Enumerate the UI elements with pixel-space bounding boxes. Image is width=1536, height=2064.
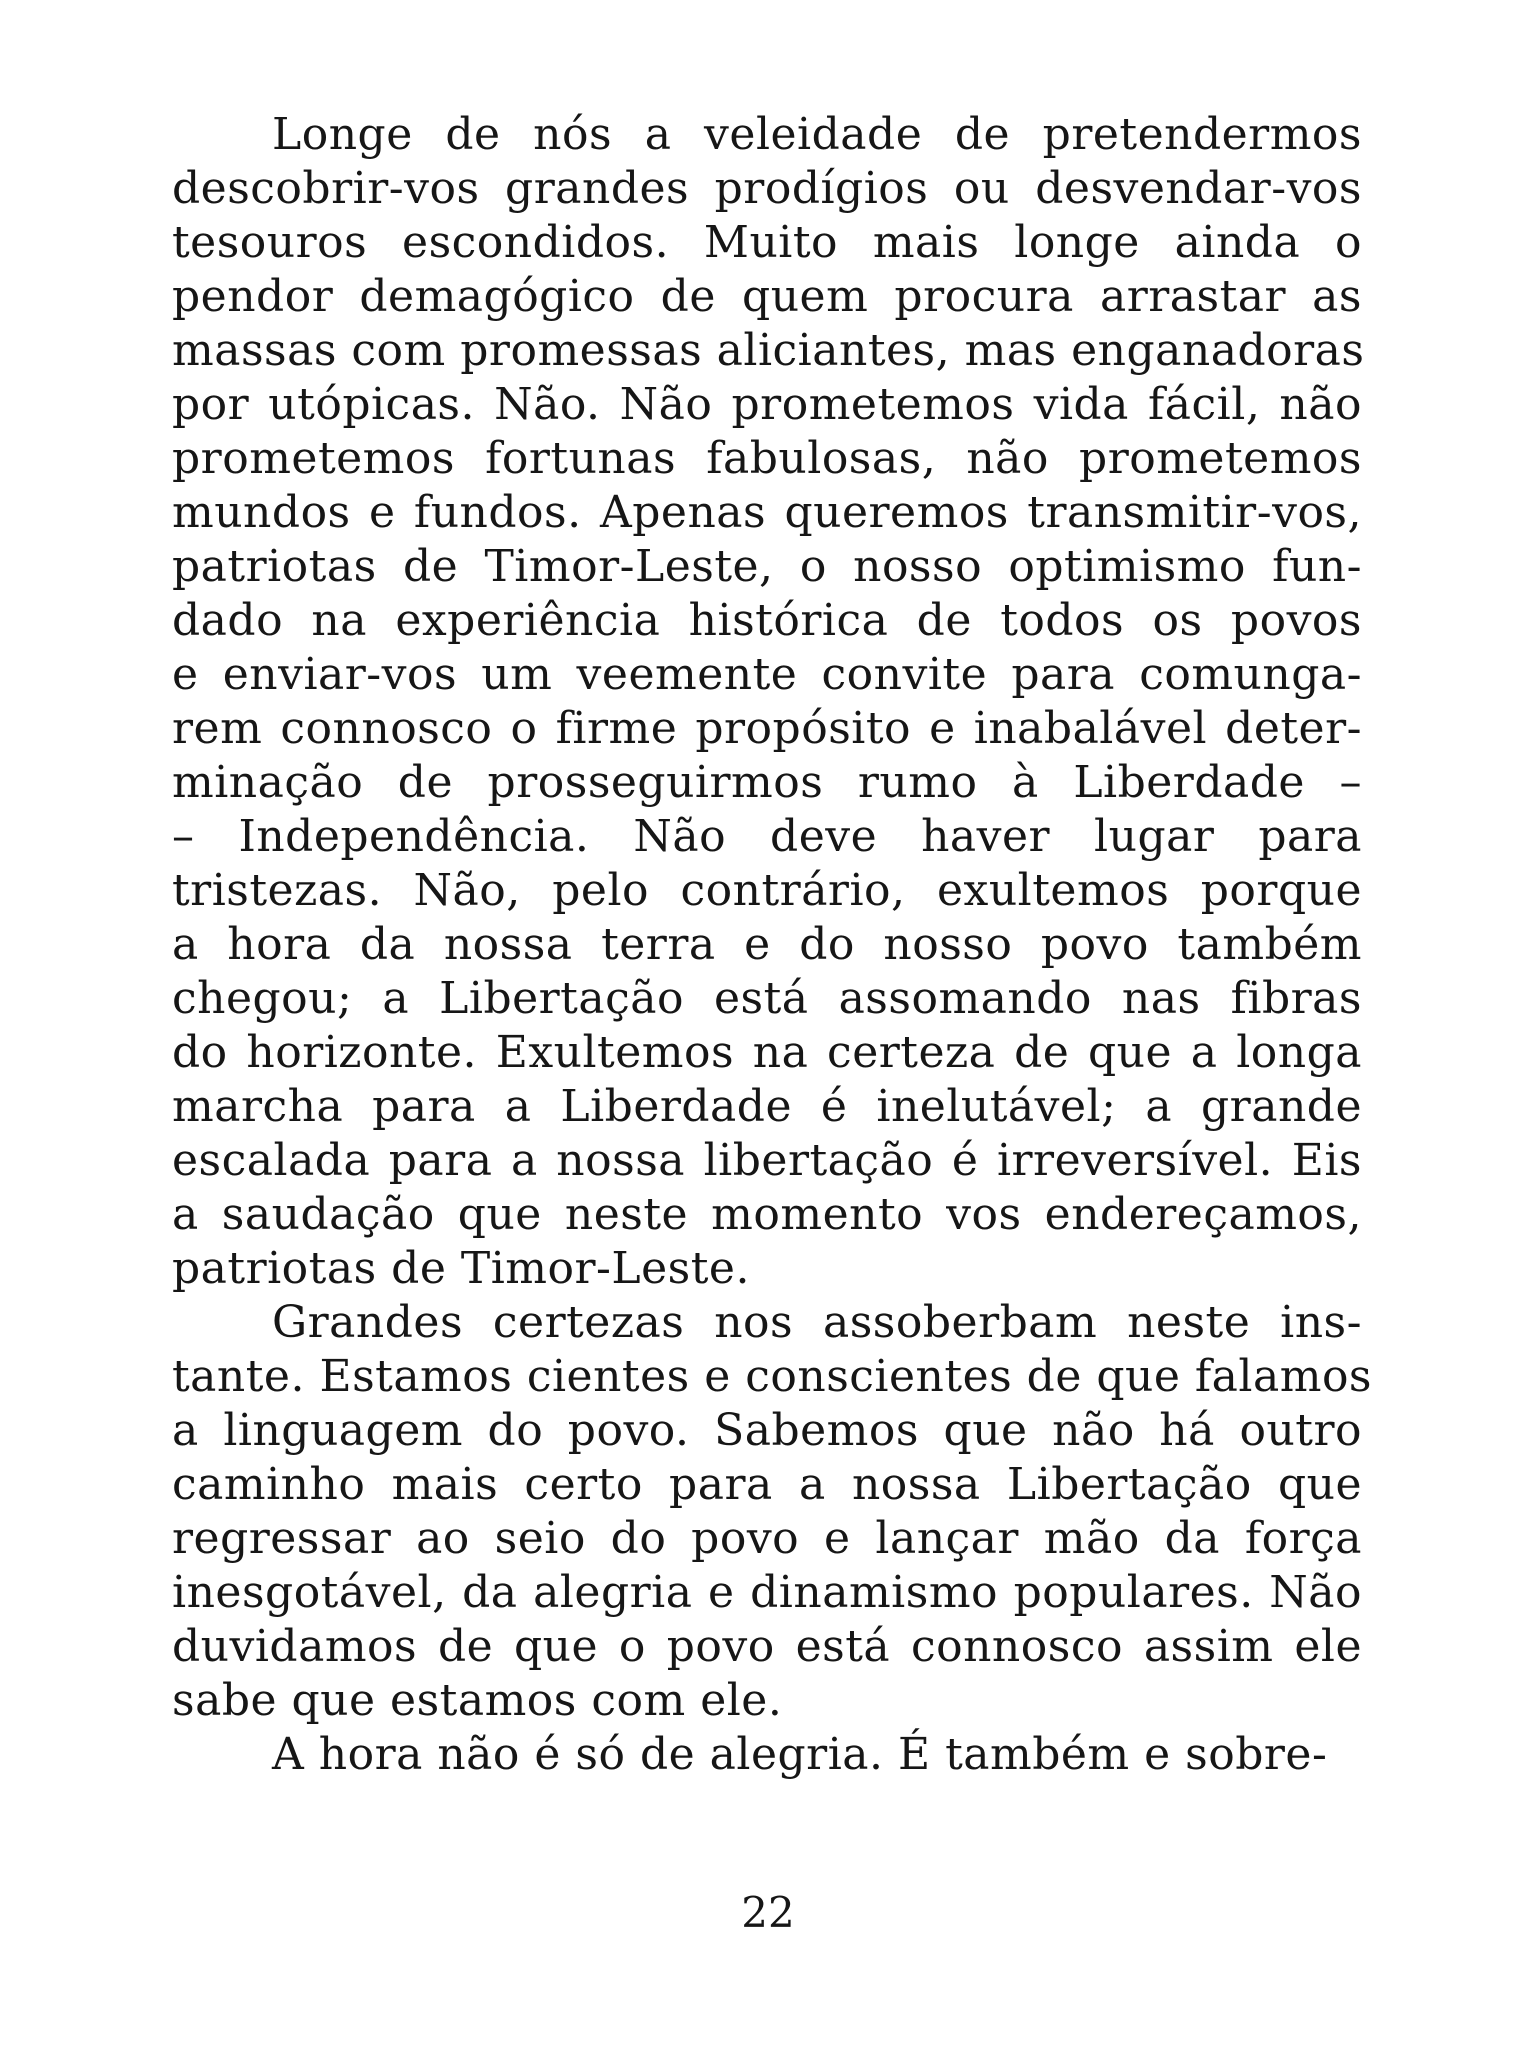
- paragraph-2-line-4: caminho mais certo para a nossa Libertação que: [172, 1459, 1362, 1510]
- paragraph-1-line-7: prometemos fortunas fabulosas, não prometemos: [172, 433, 1362, 484]
- paragraph-1-line-18: do horizonte. Exultemos na certeza de que a longa: [172, 1027, 1362, 1078]
- paragraph-1-line-4: pendor demagógico de quem procura arrastar as: [172, 271, 1362, 322]
- paragraph-1-line-13: minação de prosseguirmos rumo à Liberdade –: [172, 757, 1362, 808]
- paragraph-1-line-19: marcha para a Liberdade é inelutável; a grande: [172, 1081, 1362, 1132]
- paragraph-1-line-6: por utópicas. Não. Não prometemos vida fácil, não: [172, 379, 1362, 430]
- paragraph-1-line-11: e enviar-vos um veemente convite para comunga-: [172, 649, 1362, 700]
- paragraph-1-line-22: patriotas de Timor-Leste.: [172, 1243, 750, 1294]
- paragraph-1-line-14: – Independência. Não deve haver lugar para: [172, 811, 1362, 862]
- paragraph-2-line-3: a linguagem do povo. Sabemos que não há outro: [172, 1405, 1362, 1456]
- paragraph-1-line-2: descobrir-vos grandes prodígios ou desvendar-vos: [172, 163, 1362, 214]
- paragraph-2-line-7: duvidamos de que o povo está connosco assim ele: [172, 1621, 1362, 1672]
- paragraph-1-line-3: tesouros escondidos. Muito mais longe ainda o: [172, 217, 1362, 268]
- paragraph-1-line-16: a hora da nossa terra e do nosso povo também: [172, 919, 1362, 970]
- paragraph-1-line-12: rem connosco o firme propósito e inabalável deter-: [172, 703, 1362, 754]
- paragraph-3-line-1: A hora não é só de alegria. É também e sobre-: [272, 1729, 1328, 1780]
- paragraph-1-line-9: patriotas de Timor-Leste, o nosso optimismo fun-: [172, 541, 1362, 592]
- paragraph-1-line-20: escalada para a nossa libertação é irreversível. Eis: [172, 1135, 1362, 1186]
- paragraph-2-line-5: regressar ao seio do povo e lançar mão da força: [172, 1513, 1362, 1564]
- paragraph-1-line-21: a saudação que neste momento vos endereçamos,: [172, 1189, 1362, 1240]
- text-body: [172, 108, 1373, 1782]
- paragraph-1-line-8: mundos e fundos. Apenas queremos transmitir-vos,: [172, 487, 1362, 538]
- paragraph-1-line-1: Longe de nós a veleidade de pretendermos: [272, 109, 1362, 160]
- paragraph-1-line-17: chegou; a Libertação está assomando nas fibras: [172, 973, 1362, 1024]
- paragraph-2-line-8: sabe que estamos com ele.: [172, 1675, 783, 1726]
- paragraph-1-line-15: tristezas. Não, pelo contrário, exultemos porque: [172, 865, 1362, 916]
- paragraph-2-line-6: inesgotável, da alegria e dinamismo populares. Não: [172, 1567, 1362, 1618]
- page-number: 22: [741, 1888, 795, 1937]
- paragraph-1-line-5: massas com promessas aliciantes, mas enganadoras: [172, 325, 1365, 376]
- paragraph-2-line-2: tante. Estamos cientes e conscientes de que falamos: [172, 1351, 1373, 1402]
- paragraph-2-line-1: Grandes certezas nos assoberbam neste ins-: [272, 1297, 1362, 1348]
- paragraph-1-line-10: dado na experiência histórica de todos os povos: [172, 595, 1362, 646]
